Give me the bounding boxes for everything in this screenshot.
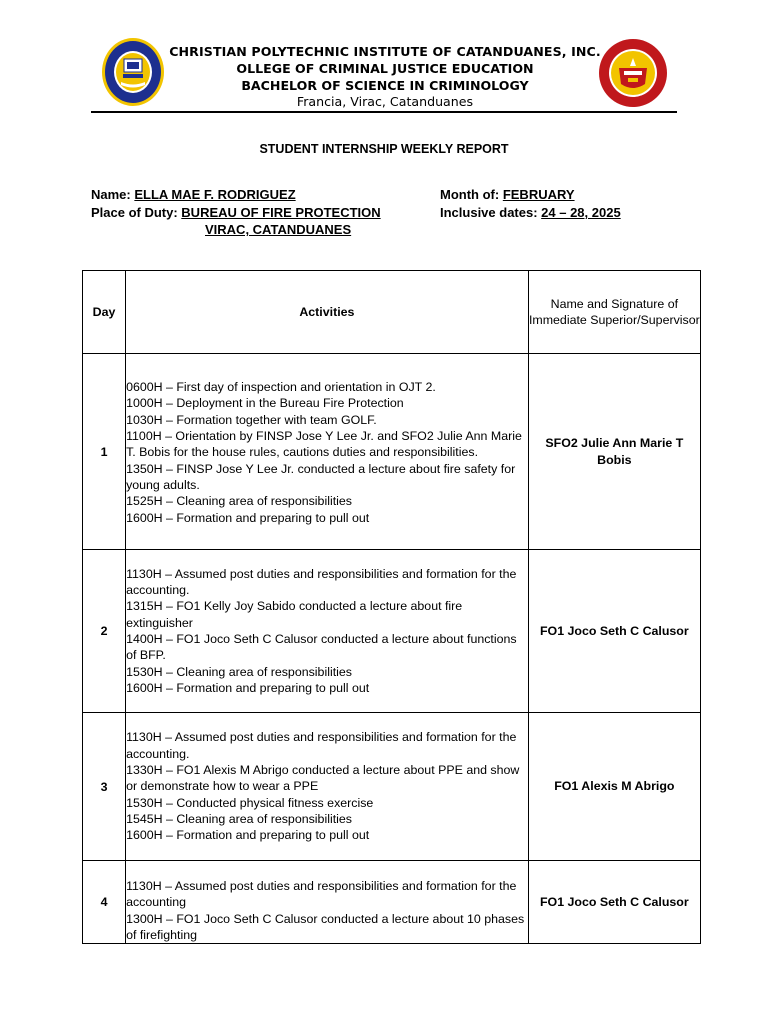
activity-entry: 1000H – Deployment in the Bureau Fire Protection <box>126 396 404 411</box>
header-divider <box>91 111 677 113</box>
student-name: ELLA MAE F. RODRIGUEZ <box>134 187 296 202</box>
activity-entry: 1530H – Conducted physical fitness exercise <box>126 795 374 810</box>
student-name-line <box>91 187 296 202</box>
activity-entry: 1600H – Formation and preparing to pull out <box>126 510 370 525</box>
day-number: 4 <box>83 861 126 944</box>
month-label: Month of: <box>440 187 503 202</box>
day-number: 2 <box>83 550 126 713</box>
activity-entry: 1600H – Formation and preparing to pull out <box>126 828 370 843</box>
college-name: OLLEGE OF CRIMINAL JUSTICE EDUCATION <box>236 61 534 76</box>
duty-location: VIRAC, CATANDUANES <box>205 222 352 237</box>
dates-label: Inclusive dates: <box>440 205 542 220</box>
institution-name: CHRISTIAN POLYTECHNIC INSTITUTE OF CATANDUANES, INC. <box>169 44 601 59</box>
activities-cell <box>126 550 529 713</box>
activity-entry: 1130H – Assumed post duties and responsibilities and formation for the accounting <box>126 879 517 910</box>
supervisor-name: FO1 Joco Seth C Calusor <box>528 861 700 944</box>
activity-entry: 1350H – FINSP Jose Y Lee Jr. conducted a lecture about fire safety for young adults. <box>126 461 516 492</box>
program-name: BACHELOR OF SCIENCE IN CRIMINOLOGY <box>241 78 529 93</box>
institution-address: Francia, Virac, Catanduanes <box>296 94 474 109</box>
place-of-duty: BUREAU OF FIRE PROTECTION <box>181 205 381 220</box>
activity-entry: 1130H – Assumed post duties and responsibilities and formation for the accounting. <box>126 566 517 598</box>
supervisor-header: Name and Signature of Immediate Superior/Supervisor <box>528 271 700 354</box>
table-header-row <box>83 271 701 354</box>
month-value: FEBRUARY <box>502 187 575 202</box>
activities-cell <box>126 354 529 550</box>
activities-cell <box>126 861 529 944</box>
table-row <box>83 550 701 713</box>
report-title: STUDENT INTERNSHIP WEEKLY REPORT <box>259 142 509 156</box>
activity-entry: 1130H – Assumed post duties and responsibilities and formation for the accounting. <box>126 730 517 761</box>
table-row <box>83 861 701 944</box>
dates-value: 24 – 28, 2025 <box>541 205 621 220</box>
activity-entry: 1330H – FO1 Alexis M Abrigo conducted a lecture about PPE and show or demonstrate how to wear a PPE <box>126 763 520 794</box>
activity-entry: 1530H – Cleaning area of responsibilities <box>126 664 352 679</box>
place-of-duty-line <box>91 205 381 220</box>
activity-entry: 1300H – FO1 Joco Seth C Calusor conducted a lecture about 10 phases of firefighting <box>126 911 525 942</box>
activity-entry: 1315H – FO1 Kelly Joy Sabido conducted a lecture about fire extinguisher <box>126 599 463 630</box>
activity-entry: 1525H – Cleaning area of responsibilities <box>126 494 352 509</box>
activity-entry: 0600H – First day of inspection and orientation in OJT 2. <box>126 380 436 395</box>
activities-header: Activities <box>126 271 529 354</box>
activity-entry: 1100H – Orientation by FINSP Jose Y Lee Jr. and SFO2 Julie Ann Marie T. Bobis for the house rules, cautions duties and responsibilities. <box>126 429 522 460</box>
table-row <box>83 354 701 550</box>
day-number: 3 <box>83 713 126 861</box>
day-number: 1 <box>83 354 126 550</box>
activity-entry: 1400H – FO1 Joco Seth C Calusor conducted a lecture about functions of BFP. <box>126 632 517 663</box>
activity-entry: 1545H – Cleaning area of responsibilities <box>126 811 352 826</box>
month-line <box>440 187 575 202</box>
duty-label: Place of Duty: <box>91 205 182 220</box>
table-row <box>83 713 701 861</box>
weekly-report-table <box>82 270 701 944</box>
supervisor-name: FO1 Joco Seth C Calusor <box>528 550 700 713</box>
activity-entry: 1030H – Formation together with team GOLF. <box>126 412 377 427</box>
day-header: Day <box>83 271 126 354</box>
supervisor-name: FO1 Alexis M Abrigo <box>528 713 700 861</box>
place-of-duty-location <box>205 222 351 237</box>
activity-entry: 1600H – Formation and preparing to pull out <box>126 680 370 695</box>
inclusive-dates-line <box>440 205 621 220</box>
activities-cell <box>126 713 529 861</box>
name-label: Name: <box>91 187 135 202</box>
supervisor-name: SFO2 Julie Ann Marie T Bobis <box>528 354 700 550</box>
